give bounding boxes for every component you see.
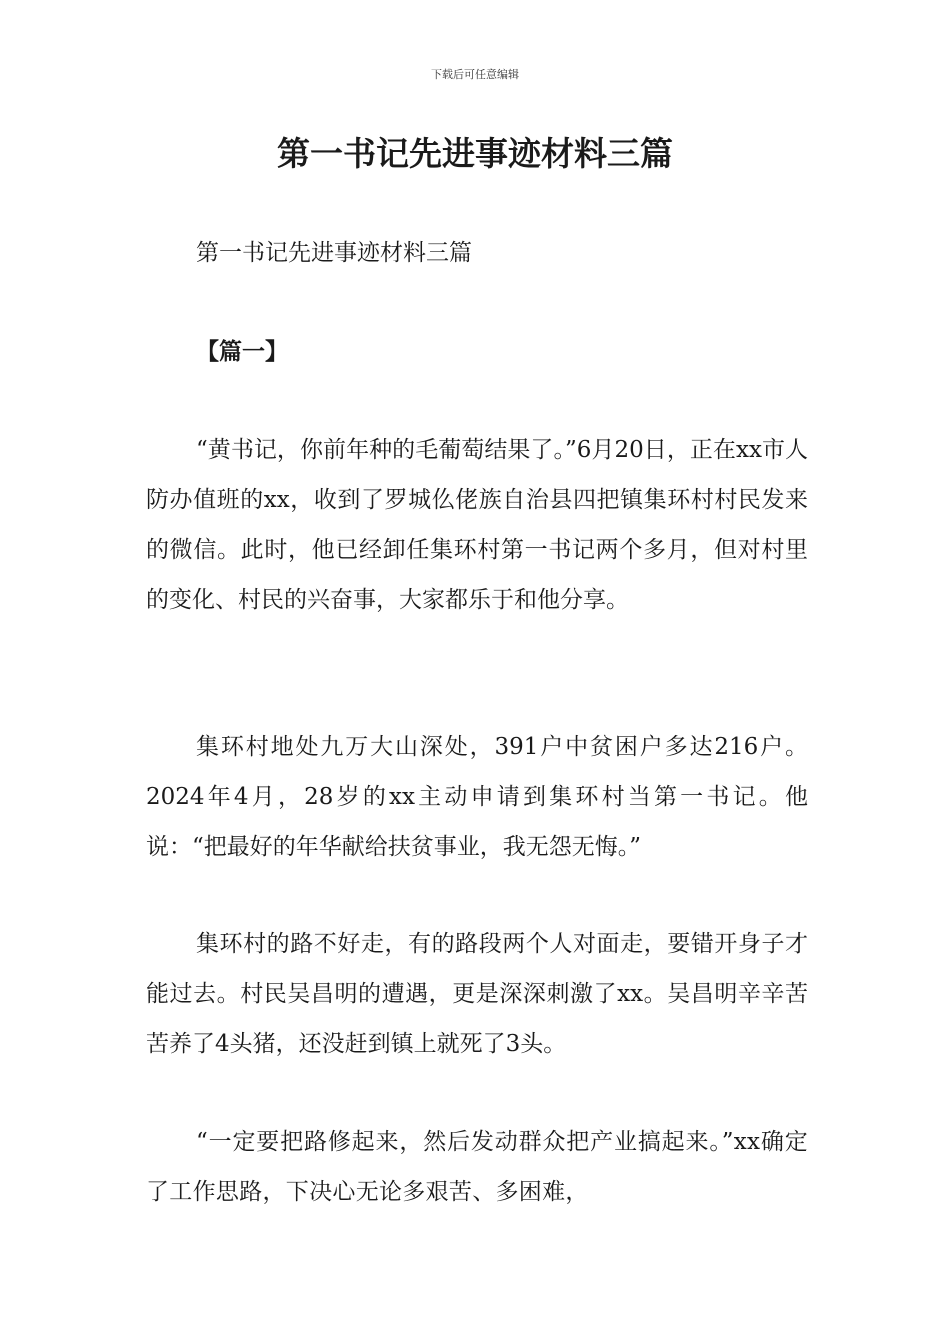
header-note: 下载后可任意编辑 xyxy=(431,68,519,81)
section-heading: 【篇一】 xyxy=(196,338,288,365)
document-subtitle: 第一书记先进事迹材料三篇 xyxy=(196,240,472,266)
paragraph-3: 集环村的路不好走，有的路段两个人对面走，要错开身子才能过去。村民吴昌明的遭遇，更是深深刺激了xx。吴昌明辛辛苦苦养了4头猪，还没赶到镇上就死了3头。 xyxy=(146,931,808,1057)
paragraph-2: 集环村地处九万大山深处，391户中贫困户多达216户。2024年4月，28岁的xx主动申请到集环村当第一书记。他说：“把最好的年华献给扶贫事业，我无怨无悔。” xyxy=(146,734,808,860)
paragraph-4: “一定要把路修起来，然后发动群众把产业搞起来。”xx确定了工作思路，下决心无论多艰苦、多困难， xyxy=(146,1129,808,1205)
paragraph-1: “黄书记，你前年种的毛葡萄结果了。”6月20日，正在xx市人防办值班的xx，收到了罗城仫佬族自治县四把镇集环村村民发来的微信。此时，他已经卸任集环村第一书记两个多月，但对村里的变化、村民的兴奋事，大家都乐于和他分享。 xyxy=(146,437,808,613)
document-title: 第一书记先进事迹材料三篇 xyxy=(277,134,673,173)
